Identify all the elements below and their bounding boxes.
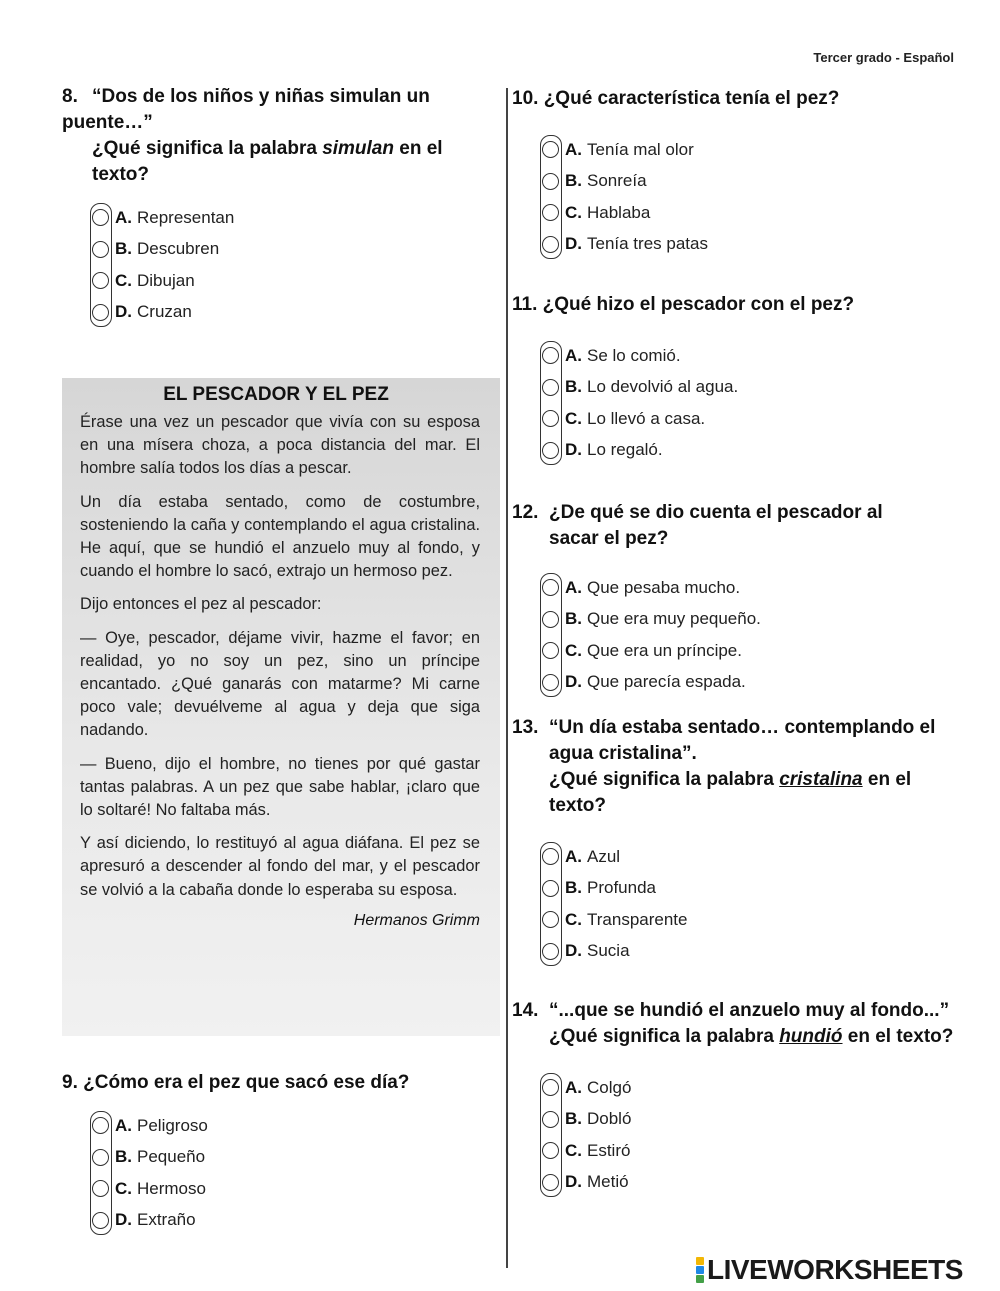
option-a[interactable]: A. Colgó: [540, 1072, 962, 1104]
options-list: [540, 340, 962, 466]
option-c[interactable]: C. Que era un príncipe.: [540, 635, 962, 667]
radio-button[interactable]: [92, 272, 109, 289]
question-12: [512, 500, 962, 698]
option-a[interactable]: A. Que pesaba mucho.: [540, 572, 962, 604]
radio-button[interactable]: [542, 1174, 559, 1191]
question-prompt: ¿Qué significa la palabra hundió en el texto?: [549, 1026, 954, 1047]
options-list: [90, 1110, 492, 1236]
question-prompt: ¿Qué característica tenía el pez?: [543, 88, 840, 109]
radio-button[interactable]: [542, 347, 559, 364]
radio-button[interactable]: [542, 911, 559, 928]
option-a[interactable]: A. Peligroso: [90, 1110, 492, 1142]
story-paragraph: Dijo entonces el pez al pescador:: [80, 595, 322, 614]
radio-button[interactable]: [542, 1142, 559, 1159]
question-prompt: ¿Qué hizo el pescador con el pez?: [542, 294, 855, 315]
option-b[interactable]: B. Lo devolvió al agua.: [540, 372, 962, 404]
question-number: 14.: [512, 1000, 539, 1021]
option-c[interactable]: C. Lo llevó a casa.: [540, 403, 962, 435]
options-list: [540, 572, 962, 698]
question-10: [512, 86, 962, 260]
question-prompt: ¿Qué significa la palabra simulan en el texto?: [92, 138, 443, 185]
radio-button[interactable]: [542, 236, 559, 253]
story-paragraph: Un día estaba sentado, como de costumbre, sosteniendo la caña y contemplando el agua cristalina. He aquí, que se hundió el anzuelo muy al fondo, y cuando el hombre lo sacó, extrajo un hermoso pez.: [80, 492, 480, 581]
option-b[interactable]: B. Pequeño: [90, 1142, 492, 1174]
question-number: 9.: [62, 1072, 78, 1093]
page-header-grade: Tercer grado - Español: [813, 50, 954, 65]
radio-button[interactable]: [92, 209, 109, 226]
question-number: 13.: [512, 717, 539, 738]
option-d[interactable]: D. Cruzan: [90, 297, 492, 329]
key-word: simulan: [322, 138, 394, 159]
radio-button[interactable]: [542, 611, 559, 628]
column-divider: [506, 88, 508, 1268]
options-list: [540, 134, 962, 260]
question-9: [62, 1070, 492, 1236]
logo-block: [696, 1257, 704, 1265]
radio-button[interactable]: [542, 204, 559, 221]
question-number: 12.: [512, 502, 539, 523]
radio-button[interactable]: [542, 848, 559, 865]
option-a[interactable]: A. Azul: [540, 841, 962, 873]
key-word: cristalina: [779, 769, 863, 790]
question-prompt: ¿Qué significa la palabra cristalina en el texto?: [549, 769, 912, 816]
options-list: [90, 202, 492, 328]
story-author: Hermanos Grimm: [353, 911, 480, 929]
story-paragraph: — Bueno, dijo el hombre, no tienes por qué gastar tantas palabras. A un pez que sabe hablar, ¡claro que lo soltaré! No faltaba más.: [80, 754, 480, 820]
option-b[interactable]: B. Profunda: [540, 873, 962, 905]
radio-button[interactable]: [92, 1212, 109, 1229]
question-13: [512, 715, 962, 967]
logo-block: [696, 1275, 704, 1283]
story-box: [62, 378, 500, 1036]
question-14: [512, 998, 962, 1198]
question-prompt: ¿De qué se dio cuenta el pescador al: [549, 502, 883, 523]
story-paragraph: — Oye, pescador, déjame vivir, hazme el favor; en realidad, yo no soy un pez, sino un príncipe encantado. ¿Qué ganarás con matarme? Mi carne poco vale; devuélveme al agua y deja que siga nadando.: [80, 628, 480, 740]
logo-icon: [696, 1257, 704, 1284]
option-d[interactable]: D. Sucia: [540, 936, 962, 968]
option-d[interactable]: D. Lo regaló.: [540, 435, 962, 467]
options-list: [540, 841, 962, 967]
question-11: [512, 292, 962, 466]
question-quote: “Dos de los niños y niñas simulan un puente…”: [62, 86, 430, 133]
option-c[interactable]: C. Hermoso: [90, 1173, 492, 1205]
radio-button[interactable]: [542, 1079, 559, 1096]
option-c[interactable]: C. Dibujan: [90, 265, 492, 297]
logo-block: [696, 1266, 704, 1274]
option-a[interactable]: A. Tenía mal olor: [540, 134, 962, 166]
option-b[interactable]: B. Sonreía: [540, 166, 962, 198]
radio-button[interactable]: [92, 1149, 109, 1166]
question-8: [62, 84, 492, 328]
question-prompt-continued: sacar el pez?: [549, 528, 669, 549]
logo-text: LIVEWORKSHEETS: [707, 1254, 963, 1285]
option-b[interactable]: B. Que era muy pequeño.: [540, 604, 962, 636]
option-c[interactable]: C. Hablaba: [540, 197, 962, 229]
option-d[interactable]: D. Que parecía espada.: [540, 667, 962, 699]
radio-button[interactable]: [542, 141, 559, 158]
option-d[interactable]: D. Tenía tres patas: [540, 229, 962, 261]
option-b[interactable]: B. Descubren: [90, 234, 492, 266]
option-d[interactable]: D. Metió: [540, 1167, 962, 1199]
radio-button[interactable]: [542, 410, 559, 427]
radio-button[interactable]: [542, 379, 559, 396]
radio-button[interactable]: [92, 1117, 109, 1134]
option-d[interactable]: D. Extraño: [90, 1205, 492, 1237]
radio-button[interactable]: [542, 674, 559, 691]
question-number: 11.: [512, 294, 538, 315]
options-list: [540, 1072, 962, 1198]
option-c[interactable]: C. Transparente: [540, 904, 962, 936]
question-prompt: ¿Cómo era el pez que sacó ese día?: [83, 1072, 410, 1093]
option-a[interactable]: A. Representan: [90, 202, 492, 234]
liveworksheets-logo[interactable]: [696, 1254, 963, 1286]
question-number: 10.: [512, 88, 539, 109]
radio-button[interactable]: [542, 943, 559, 960]
radio-button[interactable]: [92, 304, 109, 321]
question-quote: “Un día estaba sentado… contemplando el agua cristalina”.: [549, 717, 936, 764]
story-paragraph: Y así diciendo, lo restituyó al agua diáfana. El pez se apresuró a descender al fondo del mar, y el pescador se volvió a la cabaña donde lo esperaba su esposa.: [80, 834, 480, 899]
radio-button[interactable]: [542, 880, 559, 897]
radio-button[interactable]: [542, 579, 559, 596]
radio-button[interactable]: [542, 642, 559, 659]
story-paragraph: Érase una vez un pescador que vivía con su esposa en una mísera choza, a poca distancia del mar. El hombre salía todos los días a pescar.: [80, 413, 480, 478]
question-number: 8.: [62, 86, 78, 107]
radio-button[interactable]: [542, 173, 559, 190]
story-body: [62, 411, 500, 902]
radio-button[interactable]: [542, 442, 559, 459]
option-c[interactable]: C. Estiró: [540, 1135, 962, 1167]
question-quote: “...que se hundió el anzuelo muy al fondo...”: [549, 1000, 950, 1021]
radio-button[interactable]: [92, 1180, 109, 1197]
radio-button[interactable]: [542, 1111, 559, 1128]
radio-button[interactable]: [92, 241, 109, 258]
option-b[interactable]: B. Dobló: [540, 1104, 962, 1136]
option-a[interactable]: A. Se lo comió.: [540, 340, 962, 372]
story-title: EL PESCADOR Y EL PEZ: [163, 384, 389, 405]
key-word: hundió: [779, 1026, 843, 1047]
